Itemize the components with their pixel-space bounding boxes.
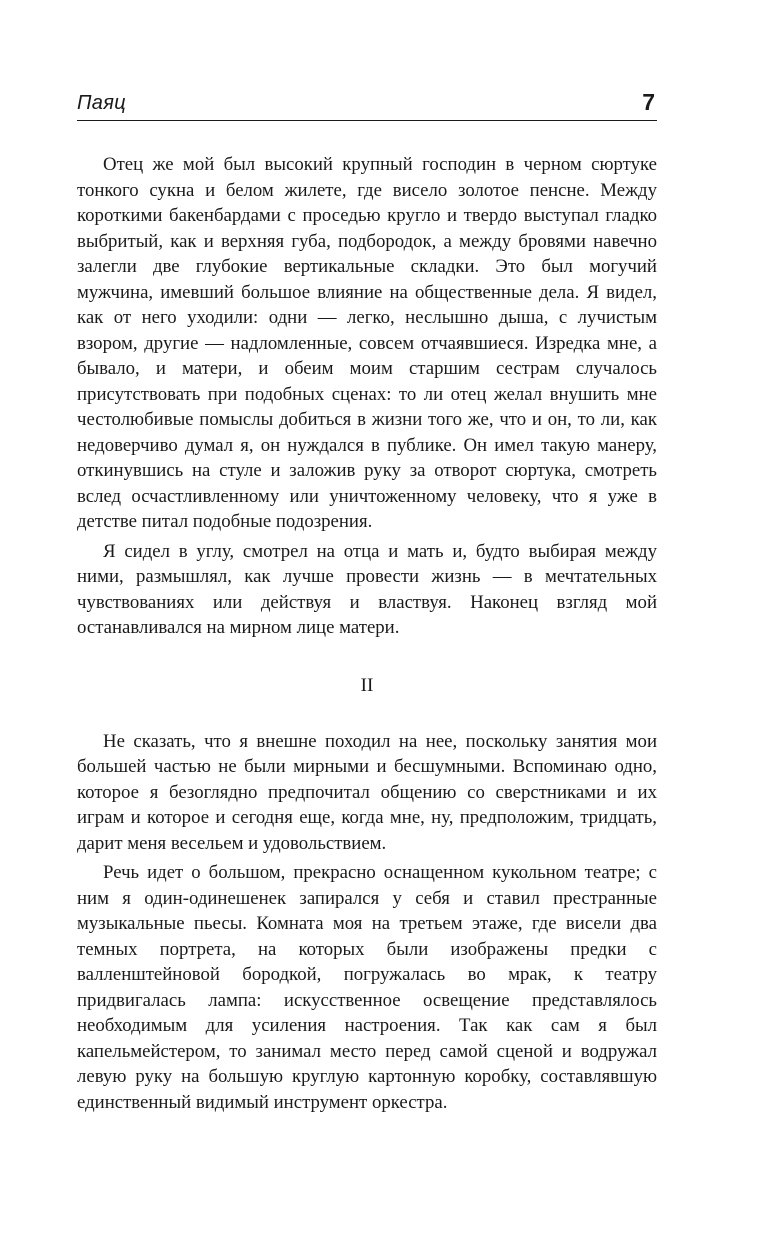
page-number: 7 <box>642 89 655 115</box>
page-body <box>77 152 657 1115</box>
paragraph: Отец же мой был высокий крупный господин в черном сюртуке тонкого сукна и белом жилете, где висело золотое пенсне. Между короткими бакенбардами с проседью кругло и твердо выступал гладко выбритый, как и верхняя губа, подбородок, а между бровями навечно залегли две глубокие вертикальные складки. Это был могучий мужчина, имевший большое влияние на общественные дела. Я видел, как от него уходили: одни — легко, неслышно дыша, с лучистым взором, другие — надломленные, совсем отчаявшиеся. Изредка мне, а бывало, и матери, и обеим моим старшим сестрам случалось присутствовать при подобных сценах: то ли отец желал внушить мне честолюбивые помыслы добиться в жизни того же, что и он, то ли, как недоверчиво думал я, он нуждался в публике. Он имел такую манеру, откинувшись на стуле и заложив руку за отворот сюртука, смотреть вслед осчастливленному или уничтоженному человеку, что я уже в детстве питал подобные подозрения. <box>77 154 657 532</box>
paragraph: Я сидел в углу, смотрел на отца и мать и, будто выбирая между ними, размышлял, как лучше провести жизнь — в мечтательных чувствованиях или действуя и властвуя. Наконец взгляд мой останавливался на мирном лице матери. <box>77 540 657 638</box>
running-header <box>77 84 657 121</box>
running-title: Паяц <box>77 92 126 114</box>
paragraph: Не сказать, что я внешне походил на нее, поскольку занятия мои большей частью не были мирными и бесшумными. Вспоминаю одно, которое я безоглядно предпочитал общению со сверстниками и их играм и которое и сегодня еще, когда мне, ну, предположим, тридцать, дарит меня весельем и удовольствием. <box>77 730 657 854</box>
book-page <box>77 84 657 1119</box>
paragraph: Речь идет о большом, прекрасно оснащенном кукольном театре; с ним я один-одинешенек запирался у себя и ставил престранные музыкальные пьесы. Комната моя на третьем этаже, где висели два темных портрета, на которых были изображены предки с валленштейновой бородкой, погружалась во мрак, к театру придвигалась лампа: искусственное освещение представлялось необходимым для усиления настроения. Так как сам я был капельмейстером, то занимал место перед самой сценой и водружал левую руку на большую круглую картонную коробку, составлявшую единственный видимый инструмент оркестра. <box>77 862 657 1113</box>
chapter-heading: II <box>360 674 374 696</box>
